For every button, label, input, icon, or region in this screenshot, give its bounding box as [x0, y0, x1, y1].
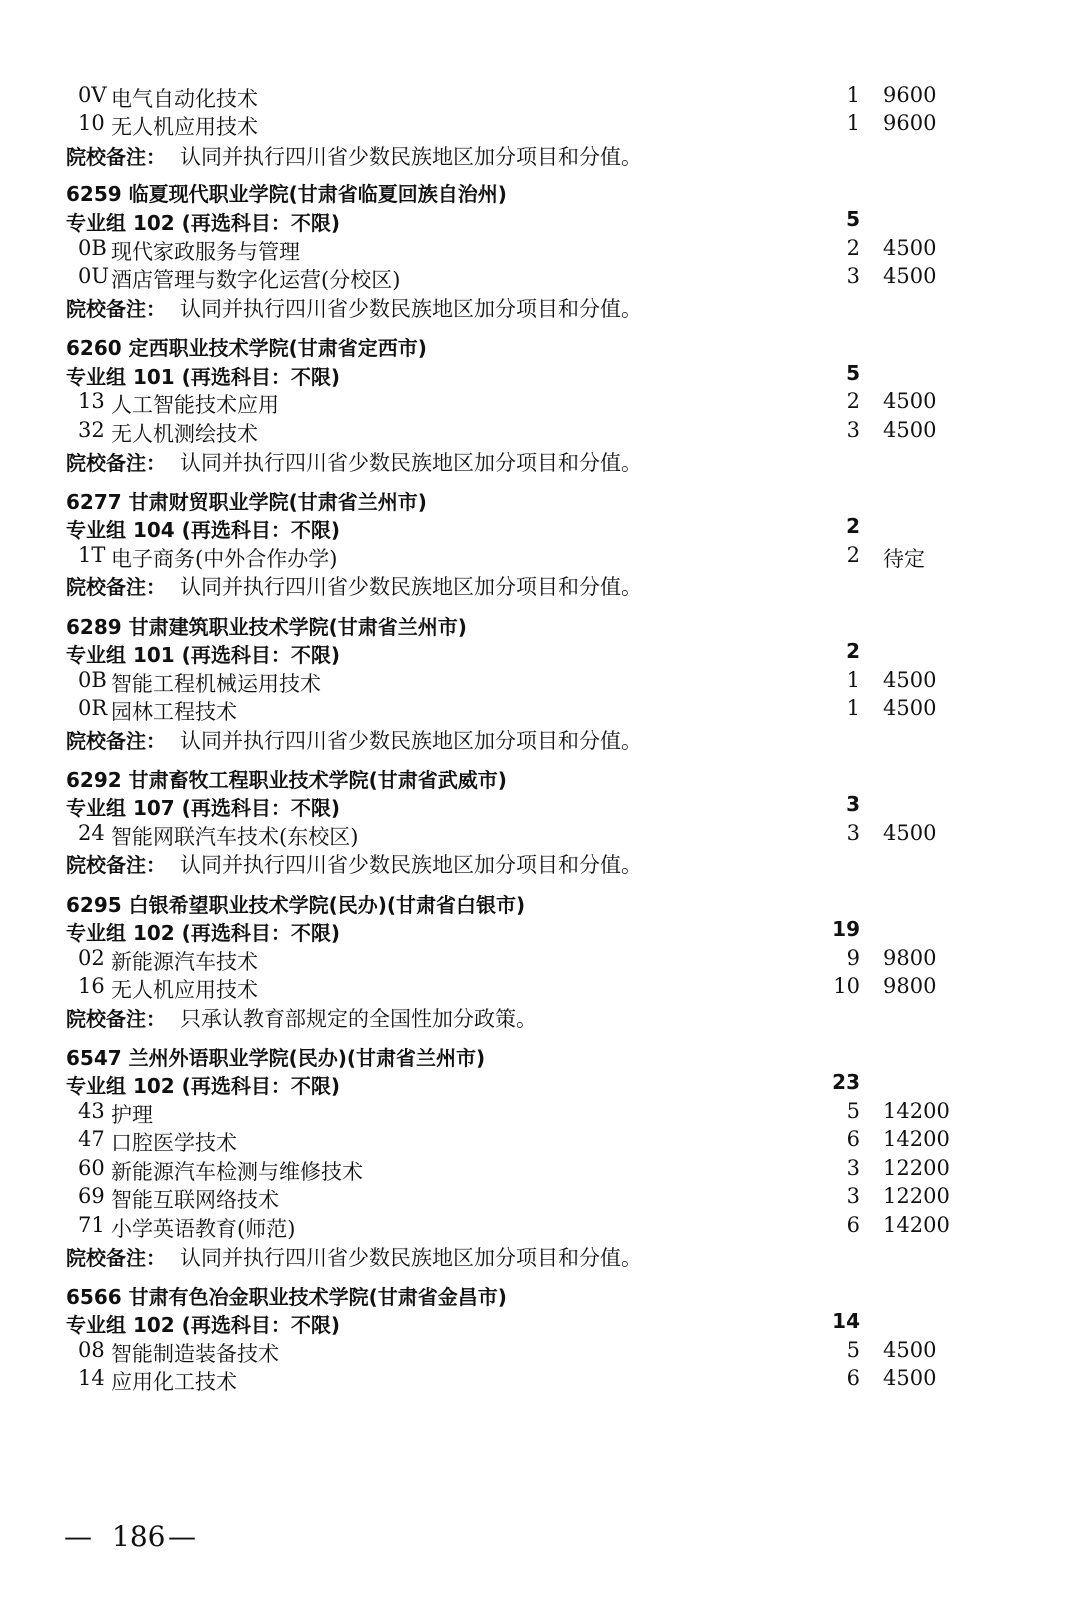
- major-group-row: [0, 514, 1080, 544]
- major-code: 0B: [78, 236, 107, 260]
- major-name: 护理: [111, 1103, 153, 1127]
- note-text: 认同并执行四川省少数民族地区加分项目和分值。: [180, 853, 642, 877]
- major-group-label: 专业组 102 (再选科目：不限): [66, 1313, 340, 1337]
- tuition-fee: 待定: [883, 547, 925, 571]
- note-text: 认同并执行四川省少数民族地区加分项目和分值。: [180, 145, 642, 169]
- major-group-row: [0, 639, 1080, 669]
- note-text: 认同并执行四川省少数民族地区加分项目和分值。: [180, 451, 642, 475]
- major-code: 69: [78, 1184, 105, 1208]
- major-name: 智能工程机械运用技术: [111, 672, 321, 696]
- major-code: 0R: [78, 696, 108, 720]
- note-label: 院校备注：: [66, 297, 166, 321]
- group-count: 23: [832, 1070, 860, 1094]
- note-label: 院校备注：: [66, 729, 166, 753]
- plan-count: 6: [846, 1127, 860, 1151]
- major-row: [0, 821, 1080, 851]
- tuition-fee: 4500: [883, 1338, 937, 1362]
- major-code: 71: [78, 1213, 105, 1237]
- major-code: 16: [78, 974, 105, 998]
- group-count: 19: [832, 917, 860, 941]
- plan-count: 3: [846, 418, 860, 442]
- tuition-fee: 14200: [883, 1213, 950, 1237]
- tuition-fee: 4500: [883, 389, 937, 413]
- major-name: 应用化工技术: [111, 1370, 237, 1394]
- tuition-fee: 4500: [883, 668, 937, 692]
- note-text: 只承认教育部规定的全国性加分政策。: [180, 1007, 537, 1031]
- tuition-fee: 9600: [883, 111, 937, 135]
- major-row: [0, 1099, 1080, 1129]
- group-count: 5: [846, 207, 860, 231]
- footer-dash-right: —: [168, 1520, 196, 1553]
- group-count: 2: [846, 639, 860, 663]
- tuition-fee: 12200: [883, 1184, 950, 1208]
- major-group-row: [0, 792, 1080, 822]
- major-name: 新能源汽车检测与维修技术: [111, 1160, 363, 1184]
- note-label: 院校备注：: [66, 575, 166, 599]
- major-row: [0, 1213, 1080, 1243]
- tuition-fee: 4500: [883, 264, 937, 288]
- major-group-row: [0, 1309, 1080, 1339]
- institution-name: 6259 临夏现代职业学院(甘肃省临夏回族自治州): [66, 182, 507, 206]
- major-group-row: [0, 207, 1080, 237]
- institution-heading: [0, 611, 1080, 641]
- note-label: 院校备注：: [66, 145, 166, 169]
- institution-name: 6295 白银希望职业技术学院(民办)(甘肃省白银市): [66, 893, 526, 917]
- major-row: [0, 83, 1080, 113]
- tuition-fee: 4500: [883, 236, 937, 260]
- major-row: [0, 696, 1080, 726]
- note-label: 院校备注：: [66, 1246, 166, 1270]
- major-code: 43: [78, 1099, 105, 1123]
- major-name: 口腔医学技术: [111, 1131, 237, 1155]
- group-count: 14: [832, 1309, 860, 1333]
- note-text: 认同并执行四川省少数民族地区加分项目和分值。: [180, 1246, 642, 1270]
- major-name: 智能互联网络技术: [111, 1188, 279, 1212]
- institution-name: 6260 定西职业技术学院(甘肃省定西市): [66, 336, 427, 360]
- major-code: 47: [78, 1127, 105, 1151]
- major-code: 0U: [78, 264, 110, 288]
- plan-count: 10: [833, 974, 860, 998]
- institution-name: 6289 甘肃建筑职业技术学院(甘肃省兰州市): [66, 615, 467, 639]
- major-group-label: 专业组 102 (再选科目：不限): [66, 1074, 340, 1098]
- major-name: 酒店管理与数字化运营(分校区): [111, 268, 401, 292]
- plan-count: 5: [846, 1099, 860, 1123]
- institution-heading: [0, 1042, 1080, 1072]
- major-group-label: 专业组 104 (再选科目：不限): [66, 518, 340, 542]
- institution-note: [0, 1003, 1080, 1033]
- institution-name: 6292 甘肃畜牧工程职业技术学院(甘肃省武威市): [66, 768, 507, 792]
- major-code: 08: [78, 1338, 105, 1362]
- major-row: [0, 111, 1080, 141]
- major-row: [0, 946, 1080, 976]
- major-code: 24: [78, 821, 105, 845]
- plan-count: 1: [846, 83, 860, 107]
- institution-note: [0, 293, 1080, 323]
- major-code: 1T: [78, 543, 106, 567]
- major-name: 智能网联汽车技术(东校区): [111, 825, 359, 849]
- major-group-label: 专业组 101 (再选科目：不限): [66, 365, 340, 389]
- major-code: 32: [78, 418, 105, 442]
- major-name: 小学英语教育(师范): [111, 1217, 296, 1241]
- institution-name: 6566 甘肃有色冶金职业技术学院(甘肃省金昌市): [66, 1285, 507, 1309]
- major-group-row: [0, 917, 1080, 947]
- note-label: 院校备注：: [66, 853, 166, 877]
- plan-count: 6: [846, 1366, 860, 1390]
- major-row: [0, 974, 1080, 1004]
- page-number: 186: [112, 1520, 166, 1553]
- major-code: 0B: [78, 668, 107, 692]
- institution-note: [0, 447, 1080, 477]
- major-row: [0, 264, 1080, 294]
- institution-heading: [0, 332, 1080, 362]
- institution-name: 6277 甘肃财贸职业学院(甘肃省兰州市): [66, 490, 427, 514]
- major-name: 现代家政服务与管理: [111, 240, 300, 264]
- major-row: [0, 1366, 1080, 1396]
- institution-name: 6547 兰州外语职业学院(民办)(甘肃省兰州市): [66, 1046, 486, 1070]
- tuition-fee: 9600: [883, 83, 937, 107]
- tuition-fee: 9800: [883, 946, 937, 970]
- institution-note: [0, 141, 1080, 171]
- institution-heading: [0, 178, 1080, 208]
- major-code: 13: [78, 389, 105, 413]
- plan-count: 3: [846, 1156, 860, 1180]
- major-row: [0, 1184, 1080, 1214]
- major-code: 60: [78, 1156, 105, 1180]
- major-name: 无人机应用技术: [111, 978, 258, 1002]
- major-code: 10: [78, 111, 105, 135]
- major-name: 电子商务(中外合作办学): [111, 547, 338, 571]
- major-group-label: 专业组 102 (再选科目：不限): [66, 211, 340, 235]
- major-name: 无人机应用技术: [111, 115, 258, 139]
- institution-note: [0, 849, 1080, 879]
- plan-count: 2: [846, 543, 860, 567]
- plan-count: 5: [846, 1338, 860, 1362]
- institution-heading: [0, 889, 1080, 919]
- note-text: 认同并执行四川省少数民族地区加分项目和分值。: [180, 729, 642, 753]
- institution-note: [0, 725, 1080, 755]
- tuition-fee: 14200: [883, 1127, 950, 1151]
- major-row: [0, 389, 1080, 419]
- major-group-row: [0, 1070, 1080, 1100]
- plan-count: 1: [846, 668, 860, 692]
- institution-heading: [0, 764, 1080, 794]
- institution-note: [0, 1242, 1080, 1272]
- plan-count: 3: [846, 1184, 860, 1208]
- tuition-fee: 4500: [883, 696, 937, 720]
- major-row: [0, 236, 1080, 266]
- major-name: 无人机测绘技术: [111, 422, 258, 446]
- note-label: 院校备注：: [66, 1007, 166, 1031]
- major-name: 人工智能技术应用: [111, 393, 279, 417]
- plan-count: 1: [846, 111, 860, 135]
- note-text: 认同并执行四川省少数民族地区加分项目和分值。: [180, 575, 642, 599]
- footer-dash-left: —: [64, 1520, 92, 1553]
- tuition-fee: 14200: [883, 1099, 950, 1123]
- plan-count: 1: [846, 696, 860, 720]
- plan-count: 9: [846, 946, 860, 970]
- major-code: 0V: [78, 83, 107, 107]
- major-row: [0, 543, 1080, 573]
- major-code: 14: [78, 1366, 105, 1390]
- institution-heading: [0, 1281, 1080, 1311]
- note-label: 院校备注：: [66, 451, 166, 475]
- plan-count: 2: [846, 236, 860, 260]
- major-group-label: 专业组 102 (再选科目：不限): [66, 921, 340, 945]
- major-row: [0, 1156, 1080, 1186]
- major-name: 新能源汽车技术: [111, 950, 258, 974]
- institution-heading: [0, 486, 1080, 516]
- major-group-label: 专业组 101 (再选科目：不限): [66, 643, 340, 667]
- major-code: 02: [78, 946, 105, 970]
- major-group-label: 专业组 107 (再选科目：不限): [66, 796, 340, 820]
- plan-count: 3: [846, 821, 860, 845]
- group-count: 2: [846, 514, 860, 538]
- major-name: 园林工程技术: [111, 700, 237, 724]
- major-row: [0, 1338, 1080, 1368]
- plan-count: 6: [846, 1213, 860, 1237]
- major-row: [0, 668, 1080, 698]
- institution-note: [0, 571, 1080, 601]
- major-name: 电气自动化技术: [111, 87, 258, 111]
- note-text: 认同并执行四川省少数民族地区加分项目和分值。: [180, 297, 642, 321]
- tuition-fee: 4500: [883, 1366, 937, 1390]
- major-row: [0, 418, 1080, 448]
- major-name: 智能制造装备技术: [111, 1342, 279, 1366]
- tuition-fee: 4500: [883, 821, 937, 845]
- major-row: [0, 1127, 1080, 1157]
- tuition-fee: 12200: [883, 1156, 950, 1180]
- plan-count: 2: [846, 389, 860, 413]
- group-count: 3: [846, 792, 860, 816]
- tuition-fee: 9800: [883, 974, 937, 998]
- major-group-row: [0, 361, 1080, 391]
- group-count: 5: [846, 361, 860, 385]
- tuition-fee: 4500: [883, 418, 937, 442]
- plan-count: 3: [846, 264, 860, 288]
